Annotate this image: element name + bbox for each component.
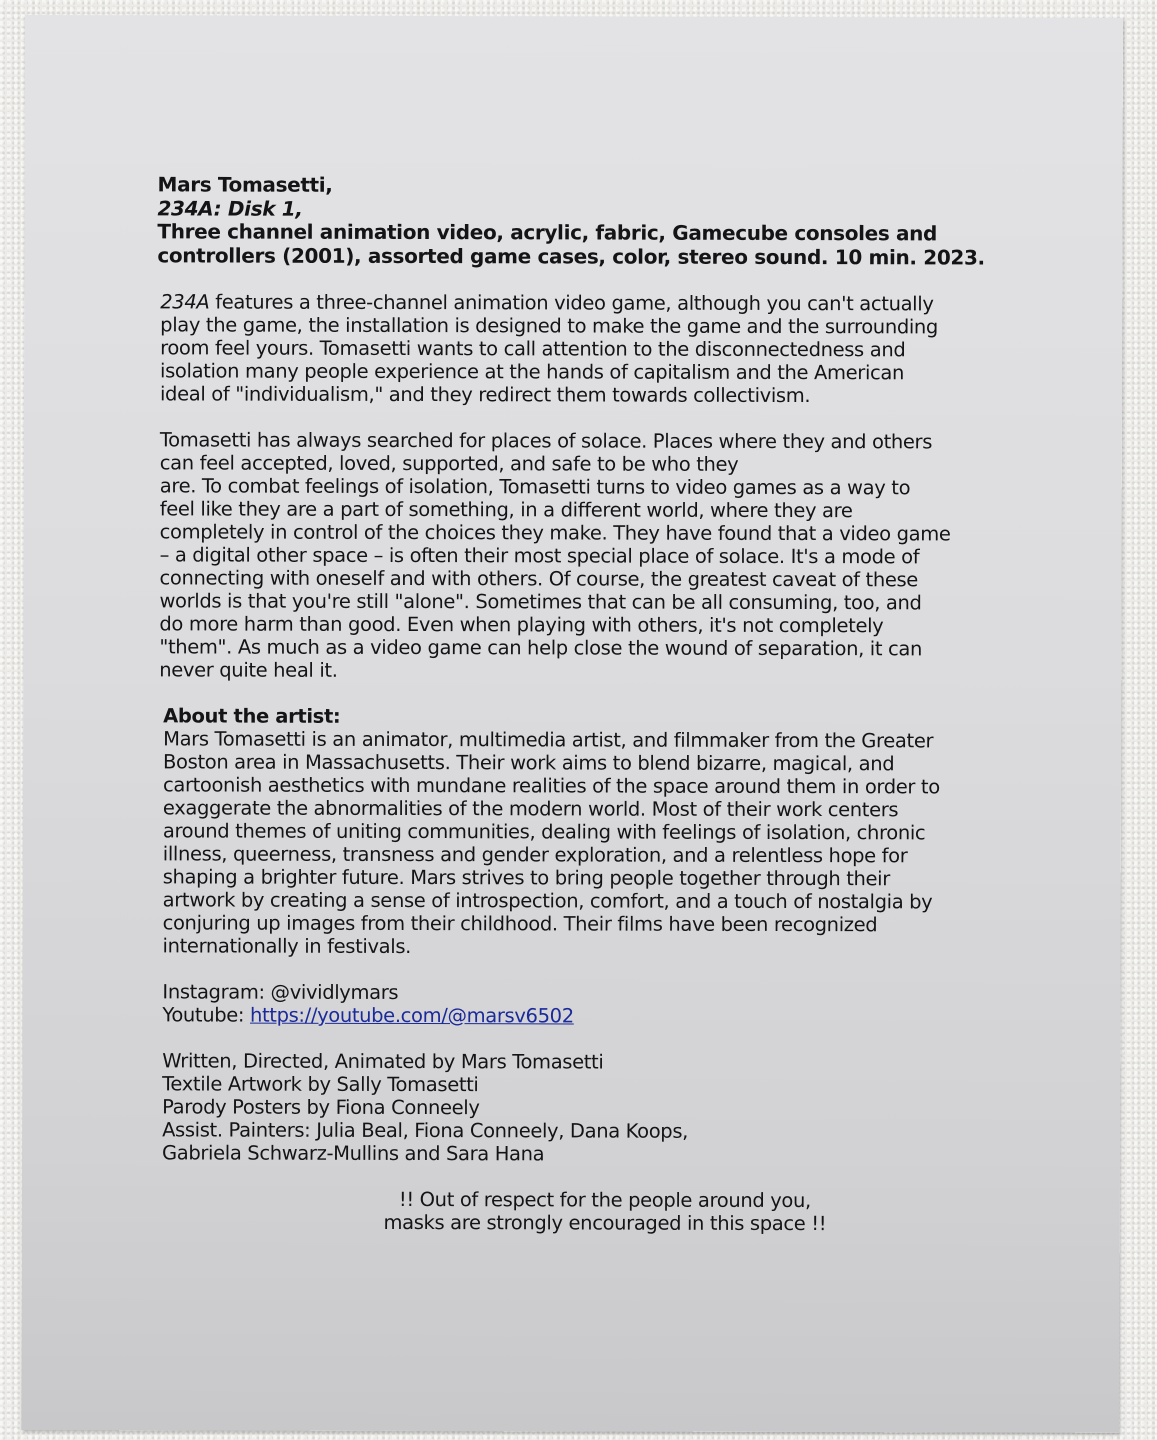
- artwork-medium-line: controllers (2001), assorted game cases, color, stereo sound. 10 min. 2023.: [157, 242, 985, 270]
- instagram-label: Instagram:: [162, 980, 271, 1004]
- solace-line: can feel accepted, loved, supported, and safe to be who they: [159, 451, 739, 476]
- about-line: Boston area in Massachusetts. Their work aims to blend bizarre, magical, and: [163, 750, 895, 776]
- credit-line: Textile Artwork by Sally Tomasetti: [162, 1072, 479, 1097]
- artwork-title: 234A: Disk 1,: [157, 195, 303, 221]
- youtube-line: [162, 1003, 1015, 1028]
- about-line: Mars Tomasetti is an animator, multimedia artist, and filmmaker from the Greater: [163, 727, 934, 753]
- solace-line: are. To combat feelings of isolation, Tomasetti turns to video games as a way to: [159, 474, 911, 500]
- intro-line: isolation many people experience at the hands of capitalism and the American: [160, 359, 905, 385]
- mask-notice: [155, 1187, 1015, 1235]
- solace-paragraph: [159, 428, 1017, 683]
- solace-line: never quite heal it.: [159, 658, 338, 682]
- solace-line: Tomasetti has always searched for places of solace. Places where they and others: [159, 428, 933, 454]
- about-line: illness, queerness, transness and gender exploration, and a relentless hope for: [162, 842, 908, 868]
- intro-line: ideal of "individualism," and they redirect them towards collectivism.: [159, 382, 811, 408]
- about-line: conjuring up images from their childhood. Their films have been recognized: [162, 911, 878, 937]
- about-line: artwork by creating a sense of introspection, comfort, and a touch of nostalgia by: [162, 888, 933, 914]
- about-line: shaping a brighter future. Mars strives to bring people together through their: [162, 865, 890, 891]
- about-line: exaggerate the abnormalities of the modern world. Most of their work centers: [162, 796, 899, 822]
- social-links: [162, 980, 1015, 1028]
- credits-section: [162, 1049, 1015, 1166]
- solace-line: feel like they are a part of something, in a different world, where they are: [159, 497, 853, 523]
- about-line: around themes of uniting communities, dealing with feelings of isolation, chronic: [162, 819, 926, 845]
- about-artist-title: About the artist:: [163, 704, 341, 728]
- artist-name: Mars Tomasetti,: [157, 172, 333, 197]
- about-line: internationally in festivals.: [162, 934, 412, 959]
- solace-line: do more harm than good. Even when playing with others, it's not completely: [159, 612, 884, 638]
- artwork-medium-line: Three channel animation video, acrylic, fabric, Gamecube consoles and: [157, 219, 938, 246]
- about-artist-section: [163, 704, 1017, 959]
- notice-line: !! Out of respect for the people around you,: [398, 1187, 811, 1213]
- artwork-header: [157, 173, 1017, 269]
- solace-line: worlds is that you're still "alone". Sometimes that can be all consuming, too, and: [159, 589, 922, 615]
- intro-line: play the game, the installation is designed to make the game and the surrounding: [160, 313, 939, 339]
- intro-line: [160, 290, 1017, 315]
- solace-line: connecting with oneself and with others. Of course, the greatest caveat of these: [159, 566, 919, 592]
- credit-line: Gabriela Schwarz-Mullins and Sara Hana: [161, 1141, 545, 1166]
- intro-line-text: features a three-channel animation video game, although you can't actually: [209, 290, 934, 316]
- about-line: cartoonish aesthetics with mundane realities of the space around them in order to: [162, 773, 940, 799]
- intro-italic-lead: 234A: [160, 290, 210, 314]
- solace-line: – a digital other space – is often their most special place of solace. It's a mode of: [159, 543, 920, 569]
- solace-line: completely in control of the choices they make. They have found that a video game: [159, 520, 951, 546]
- intro-line: room feel yours. Tomasetti wants to call attention to the disconnectedness and: [160, 336, 906, 362]
- placard-paper: [21, 15, 1123, 1433]
- notice-line: masks are strongly encouraged in this space !!: [383, 1210, 827, 1236]
- instagram-handle: @vividlymars: [270, 980, 399, 1004]
- credit-line: Parody Posters by Fiona Conneely: [162, 1095, 480, 1120]
- intro-paragraph: [160, 290, 1017, 407]
- youtube-link[interactable]: https://youtube.com/@marsv6502: [249, 1003, 574, 1028]
- credit-line: Written, Directed, Animated by Mars Tomasetti: [162, 1049, 604, 1074]
- credit-line: Assist. Painters: Julia Beal, Fiona Conneely, Dana Koops,: [162, 1118, 689, 1143]
- youtube-label: Youtube:: [162, 1003, 251, 1027]
- placard-content: [155, 173, 1018, 1235]
- solace-line: "them". As much as a video game can help close the wound of separation, it can: [159, 635, 923, 661]
- instagram-line: [162, 980, 1015, 1005]
